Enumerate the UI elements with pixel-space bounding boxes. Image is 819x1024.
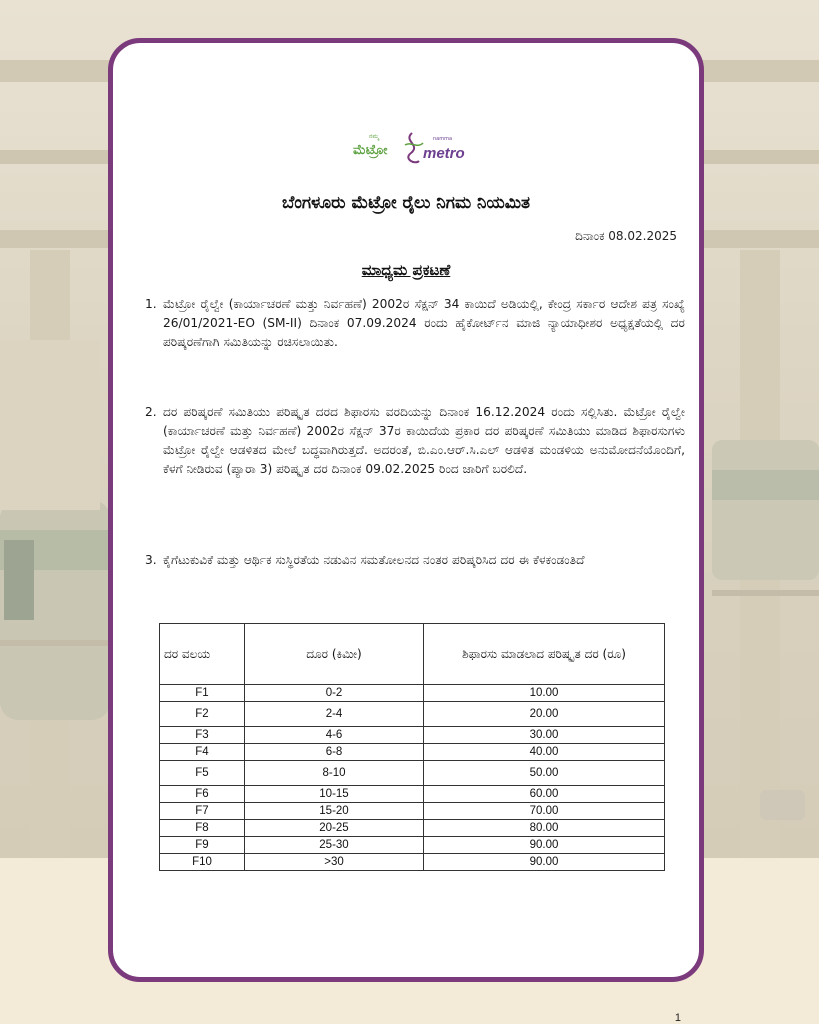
header-distance: ದೂರ (ಕಿಮೀ) [245,624,424,685]
cell-zone: F4 [160,744,245,761]
cell-fare: 20.00 [424,702,665,727]
date-line: ದಿನಾಂಕ 08.02.2025 [575,229,677,243]
cell-fare: 90.00 [424,854,665,871]
table-row [160,702,665,727]
cell-zone: F9 [160,837,245,854]
cell-zone: F2 [160,702,245,727]
header-fare-zone: ದರ ವಲಯ [160,624,245,685]
paragraph-text: ಮೆಟ್ರೋ ರೈಲ್ವೇ (ಕಾರ್ಯಾಚರಣೆ ಮತ್ತು ನಿರ್ವಹಣೆ) 2002ರ ಸೆಕ್ಷನ್ 34 ಕಾಯಿದೆ ಅಡಿಯಲ್ಲಿ, ಕೇಂದ್ರ ಸರ್ಕಾರ ಆದೇಶ ಪತ್ರ ಸಂಖ್ಯೆ 26/01/2021-EO (SM-II) ದಿನಾಂಕ 07.09.2024 ರಂದು ಹೈಕೋರ್ಟ್‌ನ ಮಾಜಿ ನ್ಯಾಯಾಧೀಶರ ಅಧ್ಯಕ್ಷತೆಯಲ್ಲಿ ದರ ಪರಿಷ್ಕರಣೆಗಾಗಿ ಸಮಿತಿಯನ್ನು ರಚಿಸಲಾಯಿತು. [163,297,685,349]
cell-distance: 8-10 [245,761,424,786]
table-row [160,854,665,871]
press-release-title [113,261,699,279]
logo-small-english-text: namma [433,136,453,142]
table-row [160,727,665,744]
logo-small-kannada-text: ನಮ್ಮ [369,133,379,140]
press-release-title-text: ಮಾಧ್ಯಮ ಪ್ರಕಟಣೆ [361,261,451,279]
cell-zone: F1 [160,685,245,702]
logo-kannada-text: ಮೆಟ್ರೋ [353,143,388,158]
fare-table [159,623,665,871]
organization-title: ಬೆಂಗಳೂರು ಮೆಟ್ರೋ ರೈಲು ನಿಗಮ ನಿಯಮಿತ [282,193,530,213]
cell-fare: 50.00 [424,761,665,786]
table-row [160,820,665,837]
metro-swirl-icon [399,131,425,167]
table-row [160,744,665,761]
table-row [160,761,665,786]
page-number: 1 [674,1012,681,1024]
paragraph-number: 3. [145,553,157,567]
paragraph-number: 1. [145,297,157,311]
logo-english-text: metro [423,145,465,162]
paragraph-text: ದರ ಪರಿಷ್ಕರಣೆ ಸಮಿತಿಯು ಪರಿಷ್ಕೃತ ದರದ ಶಿಫಾರಸು ವರದಿಯನ್ನು ದಿನಾಂಕ 16.12.2024 ರಂದು ಸಲ್ಲಿಸಿತು. ಮೆಟ್ರೋ ರೈಲ್ವೇ (ಕಾರ್ಯಾಚರಣೆ ಮತ್ತು ನಿರ್ವಹಣೆ) 2002ರ ಸೆಕ್ಷನ್ 37ರ ಕಾಯಿದೆಯ ಪ್ರಕಾರ ದರ ಪರಿಷ್ಕರಣೆ ಸಮಿತಿಯು ಮಾಡಿದ ಶಿಫಾರಸುಗಳು ಮೆಟ್ರೋ ರೈಲ್ವೇ ಆಡಳಿತದ ಮೇಲೆ ಬದ್ಧವಾಗಿರುತ್ತದೆ. ಅದರಂತೆ, ಬಿ.ಎಂ.ಆರ್.ಸಿ.ಎಲ್ ಆಡಳಿತ ಮಂಡಳಿಯ ಅನುಮೋದನೆಯೊಂದಿಗೆ, ಕೆಳಗೆ ನೀಡಿರುವ (ಪ್ಯಾರಾ 3) ಪರಿಷ್ಕೃತ ದರ ದಿನಾಂಕ 09.02.2025 ರಿಂದ ಜಾರಿಗೆ ಬರಲಿದೆ. [163,405,685,476]
cell-fare: 60.00 [424,786,665,803]
cell-distance: 20-25 [245,820,424,837]
paragraph-number: 2. [145,405,157,419]
paragraph-3 [145,551,685,570]
namma-metro-logo [353,131,473,167]
table-row [160,786,665,803]
cell-fare: 80.00 [424,820,665,837]
cell-fare: 40.00 [424,744,665,761]
cell-distance: 0-2 [245,685,424,702]
table-row [160,803,665,820]
cell-distance: 10-15 [245,786,424,803]
cell-zone: F7 [160,803,245,820]
cell-distance: >30 [245,854,424,871]
table-row [160,837,665,854]
cell-zone: F8 [160,820,245,837]
cell-zone: F10 [160,854,245,871]
cell-zone: F3 [160,727,245,744]
cell-fare: 10.00 [424,685,665,702]
cell-distance: 25-30 [245,837,424,854]
cell-fare: 30.00 [424,727,665,744]
cell-distance: 15-20 [245,803,424,820]
cell-distance: 6-8 [245,744,424,761]
header-recommended-fare: ಶಿಫಾರಸು ಮಾಡಲಾದ ಪರಿಷ್ಕೃತ ದರ (ರೂ) [424,624,665,685]
cell-fare: 70.00 [424,803,665,820]
paragraph-2 [145,403,685,479]
press-release-card [108,38,704,982]
paragraph-1 [145,295,685,352]
paragraph-text: ಕೈಗೆಟುಕುವಿಕೆ ಮತ್ತು ಆರ್ಥಿಕ ಸುಸ್ಥಿರತೆಯ ನಡುವಿನ ಸಮತೋಲನದ ನಂತರ ಪರಿಷ್ಕರಿಸಿದ ದರ ಈ ಕೆಳಕಂಡಂತಿದೆ [163,553,585,567]
cell-zone: F6 [160,786,245,803]
cell-zone: F5 [160,761,245,786]
cell-distance: 2-4 [245,702,424,727]
cell-distance: 4-6 [245,727,424,744]
cell-fare: 90.00 [424,837,665,854]
table-row [160,685,665,702]
fare-table-header-row [160,624,665,685]
